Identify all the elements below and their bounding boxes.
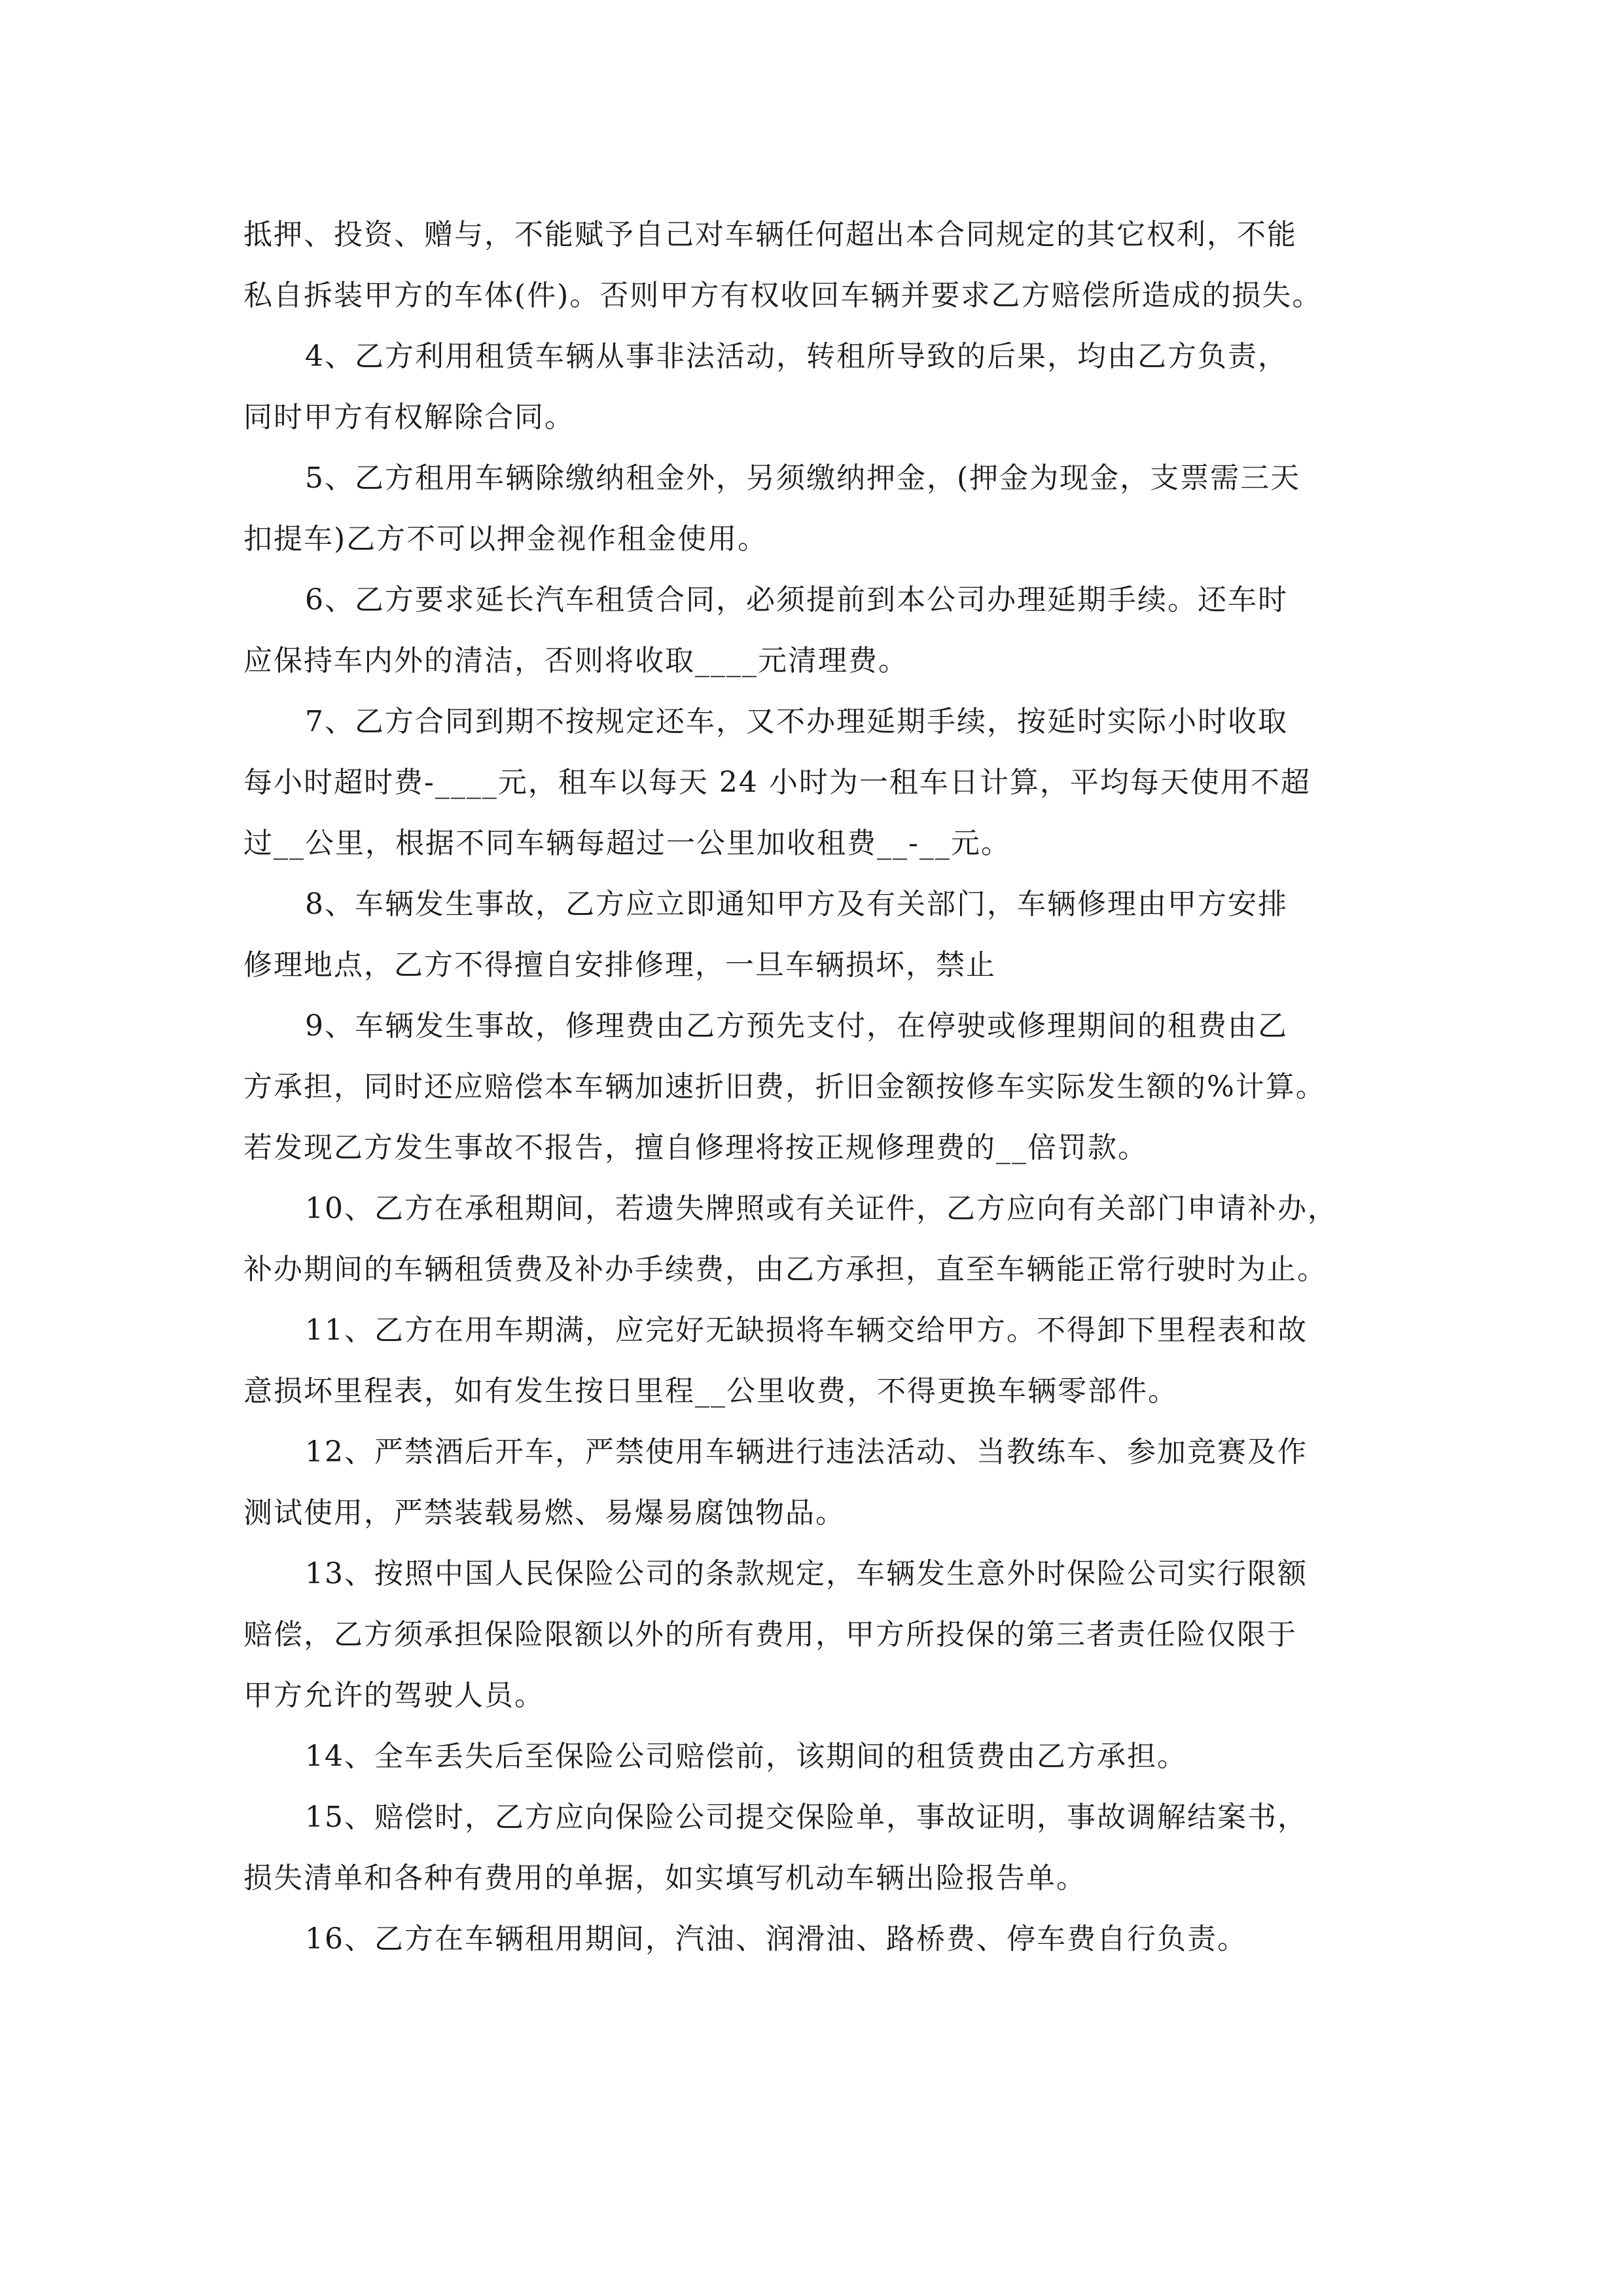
text-line: 同时甲方有权解除合同。 — [243, 401, 575, 434]
clause-11 — [243, 1300, 1382, 1422]
text-line: 方承担，同时还应赔偿本车辆加速折旧费，折旧金额按修车实际发生额的%计算。 — [243, 1070, 1326, 1103]
text-line: 应保持车内外的清洁，否则将收取____元清理费。 — [243, 644, 908, 677]
clause-5 — [243, 448, 1382, 569]
text-line: 扣提车)乙方不可以押金视作租金使用。 — [243, 522, 768, 556]
clause-15 — [243, 1787, 1382, 1909]
text-line: 每小时超时费-____元，租车以每天 24 小时为一租车日计算，平均每天使用不超 — [243, 766, 1311, 799]
text-line: 赔偿，乙方须承担保险限额以外的所有费用，甲方所投保的第三者责任险仅限于 — [243, 1618, 1297, 1651]
text-line: 修理地点，乙方不得擅自安排修理，一旦车辆损坏，禁止 — [243, 948, 996, 982]
clause-12 — [243, 1422, 1382, 1543]
text-line: 测试使用，严禁装载易燃、易爆易腐蚀物品。 — [243, 1496, 846, 1530]
clause-14 — [243, 1726, 1382, 1787]
text-line: 11、乙方在用车期满，应完好无缺损将车辆交给甲方。不得卸下里程表和故 — [305, 1314, 1308, 1347]
text-line: 过__公里，根据不同车辆每超过一公里加收租费__-__元。 — [243, 827, 1011, 860]
text-line: 4、乙方利用租赁车辆从事非法活动，转租所导致的后果，均由乙方负责， — [305, 340, 1288, 373]
paragraph-continuation — [243, 204, 1382, 326]
text-line: 10、乙方在承租期间，若遗失牌照或有关证件，乙方应向有关部门申请补办， — [305, 1192, 1338, 1225]
clause-16 — [243, 1909, 1382, 1969]
text-line: 抵押、投资、赠与，不能赋予自己对车辆任何超出本合同规定的其它权利，不能 — [243, 218, 1297, 251]
text-line: 9、车辆发生事故，修理费由乙方预先支付，在停驶或修理期间的租费由乙 — [305, 1009, 1288, 1043]
clause-10 — [243, 1178, 1382, 1300]
text-line: 12、严禁酒后开车，严禁使用车辆进行违法活动、当教练车、参加竞赛及作 — [305, 1435, 1308, 1469]
text-line: 损失清单和各种有费用的单据，如实填写机动车辆出险报告单。 — [243, 1861, 1086, 1895]
text-line: 13、按照中国人民保险公司的条款规定，车辆发生意外时保险公司实行限额 — [305, 1557, 1308, 1590]
clause-13 — [243, 1543, 1382, 1726]
text-line: 15、赔偿时，乙方应向保险公司提交保险单，事故证明，事故调解结案书， — [305, 1801, 1308, 1834]
text-line: 5、乙方租用车辆除缴纳租金外，另须缴纳押金，(押金为现金，支票需三天 — [305, 461, 1301, 495]
clause-8 — [243, 874, 1382, 996]
text-line: 意损坏里程表，如有发生按日里程__公里收费，不得更换车辆零部件。 — [243, 1374, 1178, 1408]
clause-6 — [243, 569, 1382, 691]
text-line: 补办期间的车辆租赁费及补办手续费，由乙方承担，直至车辆能正常行驶时为止。 — [243, 1253, 1327, 1286]
text-line: 14、全车丢失后至保险公司赔偿前，该期间的租赁费由乙方承担。 — [305, 1740, 1187, 1773]
clause-7 — [243, 691, 1382, 874]
text-line: 若发现乙方发生事故不报告，擅自修理将按正规修理费的__倍罚款。 — [243, 1131, 1148, 1164]
text-line: 私自拆装甲方的车体(件)。否则甲方有权收回车辆并要求乙方赔偿所造成的损失。 — [243, 279, 1323, 312]
text-line: 8、车辆发生事故，乙方应立即通知甲方及有关部门，车辆修理由甲方安排 — [305, 888, 1288, 921]
text-line: 16、乙方在车辆租用期间，汽油、润滑油、路桥费、停车费自行负责。 — [305, 1922, 1247, 1956]
text-line: 6、乙方要求延长汽车租赁合同，必须提前到本公司办理延期手续。还车时 — [305, 583, 1288, 617]
document-body — [243, 204, 1382, 1969]
clause-9 — [243, 996, 1382, 1178]
clause-4 — [243, 326, 1382, 448]
text-line: 7、乙方合同到期不按规定还车，又不办理延期手续，按延时实际小时收取 — [305, 705, 1288, 738]
text-line: 甲方允许的驾驶人员。 — [243, 1679, 544, 1712]
